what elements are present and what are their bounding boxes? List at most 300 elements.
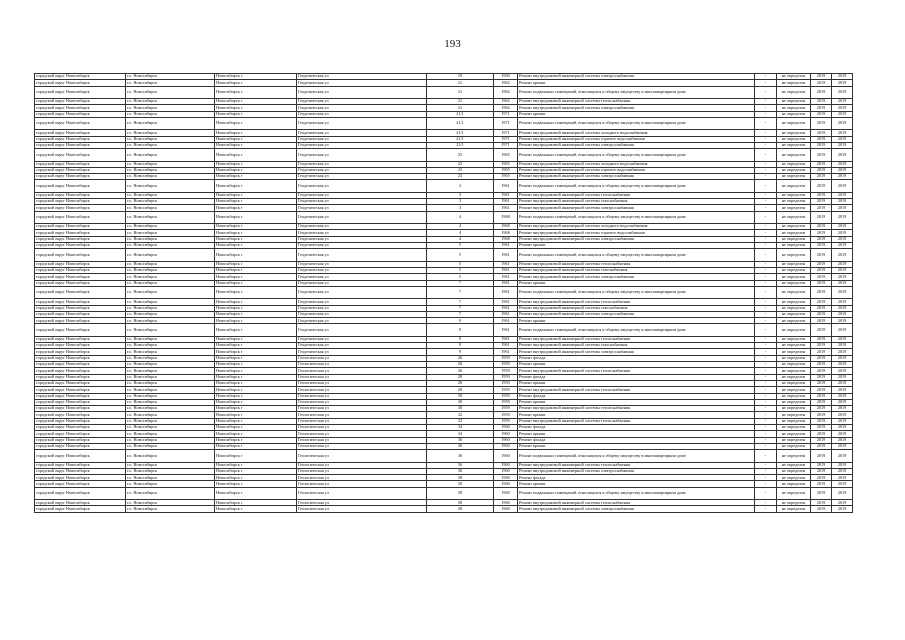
build-year-cell: 1961	[494, 305, 518, 311]
street-cell: Геологическая ул	[297, 362, 427, 368]
area-cell: -	[755, 362, 777, 368]
build-year-cell: 1961	[494, 349, 518, 355]
district-cell: городской округ Новосибирск	[35, 274, 126, 280]
plan-year-start-cell: 2019	[811, 500, 832, 506]
area-cell: -	[755, 161, 777, 167]
municipality-cell: г.о. Новосибирск	[126, 387, 215, 393]
district-cell: городской округ Новосибирск	[35, 336, 126, 342]
area-cell: -	[755, 199, 777, 205]
district-cell: городской округ Новосибирск	[35, 74, 126, 80]
area-cell: -	[755, 399, 777, 405]
work-type-cell: Ремонт фасада	[518, 393, 755, 399]
settlement-cell: Новосибирск г	[215, 224, 297, 230]
cost-cell: не определен	[777, 211, 811, 223]
cost-cell: не определен	[777, 355, 811, 361]
area-cell: -	[755, 311, 777, 317]
street-cell: Геодезическая ул	[297, 161, 427, 167]
build-year-cell: 1962	[494, 86, 518, 98]
plan-year-start-cell: 2019	[811, 374, 832, 380]
district-cell: городской округ Новосибирск	[35, 117, 126, 129]
work-type-cell: Ремонт внутридомовой инженерной системы теплоснабжения	[518, 261, 755, 267]
area-cell: -	[755, 374, 777, 380]
plan-year-start-cell: 2019	[811, 174, 832, 180]
cost-cell: не определен	[777, 500, 811, 506]
settlement-cell: Новосибирск г	[215, 299, 297, 305]
build-year-cell: 1960	[494, 468, 518, 474]
district-cell: городской округ Новосибирск	[35, 481, 126, 487]
street-cell: Геодезическая ул	[297, 86, 427, 98]
cost-cell: не определен	[777, 98, 811, 104]
build-year-cell: 1959	[494, 393, 518, 399]
settlement-cell: Новосибирск г	[215, 380, 297, 386]
street-cell: Геологическая ул	[297, 437, 427, 443]
work-type-cell: Ремонт внутридомовой инженерной системы электроснабжения	[518, 174, 755, 180]
house-number-cell: 7	[427, 280, 494, 286]
area-cell: -	[755, 425, 777, 431]
district-cell: городской округ Новосибирск	[35, 192, 126, 198]
street-cell: Геологическая ул	[297, 406, 427, 412]
plan-year-start-cell: 2019	[811, 117, 832, 129]
build-year-cell: 1960	[494, 431, 518, 437]
area-cell: -	[755, 205, 777, 211]
plan-year-start-cell: 2019	[811, 412, 832, 418]
table-row	[35, 286, 853, 298]
work-type-cell: Ремонт внутридомовой инженерной системы электроснабжения	[518, 105, 755, 111]
municipality-cell: г.о. Новосибирск	[126, 324, 215, 336]
plan-year-end-cell: 2019	[832, 230, 853, 236]
plan-year-start-cell: 2019	[811, 475, 832, 481]
district-cell: городской округ Новосибирск	[35, 393, 126, 399]
house-number-cell: 36	[427, 450, 494, 462]
work-type-cell: Ремонт подвальных помещений, относящихся к общему имуществу в многоквартирном доме	[518, 117, 755, 129]
table-row	[35, 506, 853, 512]
house-number-cell: 3	[427, 192, 494, 198]
street-cell: Геологическая ул	[297, 506, 427, 512]
area-cell: -	[755, 117, 777, 129]
house-number-cell: 30	[427, 406, 494, 412]
settlement-cell: Новосибирск г	[215, 443, 297, 449]
plan-year-end-cell: 2019	[832, 475, 853, 481]
plan-year-start-cell: 2019	[811, 243, 832, 249]
plan-year-end-cell: 2019	[832, 406, 853, 412]
district-cell: городской округ Новосибирск	[35, 205, 126, 211]
work-type-cell: Ремонт подвальных помещений, относящихся к общему имуществу в многоквартирном доме	[518, 286, 755, 298]
house-number-cell: 9	[427, 336, 494, 342]
build-year-cell: 1961	[494, 243, 518, 249]
work-type-cell: Ремонт подвальных помещений, относящихся к общему имуществу в многоквартирном доме	[518, 450, 755, 462]
house-number-cell: 4	[427, 230, 494, 236]
street-cell: Геологическая ул	[297, 368, 427, 374]
settlement-cell: Новосибирск г	[215, 105, 297, 111]
area-cell: -	[755, 86, 777, 98]
settlement-cell: Новосибирск г	[215, 136, 297, 142]
district-cell: городской округ Новосибирск	[35, 487, 126, 499]
street-cell: Геодезическая ул	[297, 98, 427, 104]
municipality-cell: г.о. Новосибирск	[126, 261, 215, 267]
build-year-cell: 1971	[494, 130, 518, 136]
plan-year-start-cell: 2019	[811, 481, 832, 487]
municipality-cell: г.о. Новосибирск	[126, 136, 215, 142]
cost-cell: не определен	[777, 431, 811, 437]
plan-year-start-cell: 2019	[811, 349, 832, 355]
district-cell: городской округ Новосибирск	[35, 161, 126, 167]
work-type-cell: Ремонт подвальных помещений, относящихся к общему имуществу в многоквартирном доме	[518, 86, 755, 98]
work-type-cell: Ремонт крыши	[518, 243, 755, 249]
district-cell: городской округ Новосибирск	[35, 305, 126, 311]
house-number-cell: 23	[427, 149, 494, 161]
district-cell: городской округ Новосибирск	[35, 437, 126, 443]
plan-year-end-cell: 2019	[832, 355, 853, 361]
build-year-cell: 1960	[494, 487, 518, 499]
district-cell: городской округ Новосибирск	[35, 98, 126, 104]
street-cell: Геодезическая ул	[297, 274, 427, 280]
street-cell: Геологическая ул	[297, 462, 427, 468]
plan-year-end-cell: 2019	[832, 393, 853, 399]
work-type-cell: Ремонт внутридомовой инженерной системы теплоснабжения	[518, 500, 755, 506]
plan-year-end-cell: 2019	[832, 311, 853, 317]
district-cell: городской округ Новосибирск	[35, 362, 126, 368]
area-cell: -	[755, 418, 777, 424]
street-cell: Геологическая ул	[297, 450, 427, 462]
municipality-cell: г.о. Новосибирск	[126, 305, 215, 311]
area-cell: -	[755, 267, 777, 273]
district-cell: городской округ Новосибирск	[35, 230, 126, 236]
house-number-cell: 21/1	[427, 130, 494, 136]
plan-year-end-cell: 2019	[832, 450, 853, 462]
house-number-cell: 7	[427, 299, 494, 305]
build-year-cell: 1961	[494, 299, 518, 305]
house-number-cell: 21/1	[427, 111, 494, 117]
build-year-cell: 1959	[494, 399, 518, 405]
district-cell: городской округ Новосибирск	[35, 368, 126, 374]
municipality-cell: г.о. Новосибирск	[126, 286, 215, 298]
municipality-cell: г.о. Новосибирск	[126, 167, 215, 173]
plan-year-end-cell: 2019	[832, 136, 853, 142]
house-number-cell: 21	[427, 98, 494, 104]
district-cell: городской округ Новосибирск	[35, 443, 126, 449]
plan-year-end-cell: 2019	[832, 506, 853, 512]
house-number-cell: 7	[427, 311, 494, 317]
district-cell: городской округ Новосибирск	[35, 130, 126, 136]
area-cell: -	[755, 506, 777, 512]
plan-year-end-cell: 2019	[832, 243, 853, 249]
work-type-cell: Ремонт внутридомовой инженерной системы газоснабжения	[518, 305, 755, 311]
cost-cell: не определен	[777, 475, 811, 481]
plan-year-start-cell: 2019	[811, 393, 832, 399]
area-cell: -	[755, 431, 777, 437]
street-cell: Геологическая ул	[297, 475, 427, 481]
plan-year-start-cell: 2019	[811, 180, 832, 192]
house-number-cell: 32	[427, 418, 494, 424]
municipality-cell: г.о. Новосибирск	[126, 80, 215, 86]
house-number-cell: 23	[427, 167, 494, 173]
area-cell: -	[755, 74, 777, 80]
municipality-cell: г.о. Новосибирск	[126, 230, 215, 236]
street-cell: Геодезическая ул	[297, 349, 427, 355]
house-number-cell: 30	[427, 399, 494, 405]
plan-year-end-cell: 2019	[832, 318, 853, 324]
build-year-cell: 1961	[494, 311, 518, 317]
cost-cell: не определен	[777, 199, 811, 205]
build-year-cell: 1971	[494, 136, 518, 142]
plan-year-end-cell: 2019	[832, 362, 853, 368]
work-type-cell: Ремонт крыши	[518, 318, 755, 324]
municipality-cell: г.о. Новосибирск	[126, 199, 215, 205]
cost-cell: не определен	[777, 80, 811, 86]
district-cell: городской округ Новосибирск	[35, 374, 126, 380]
settlement-cell: Новосибирск г	[215, 274, 297, 280]
plan-year-start-cell: 2019	[811, 299, 832, 305]
build-year-cell: 1959	[494, 374, 518, 380]
cost-cell: не определен	[777, 142, 811, 148]
cost-cell: не определен	[777, 192, 811, 198]
plan-year-start-cell: 2019	[811, 280, 832, 286]
settlement-cell: Новосибирск г	[215, 280, 297, 286]
cost-cell: не определен	[777, 299, 811, 305]
municipality-cell: г.о. Новосибирск	[126, 406, 215, 412]
cost-cell: не определен	[777, 111, 811, 117]
municipality-cell: г.о. Новосибирск	[126, 362, 215, 368]
street-cell: Геологическая ул	[297, 481, 427, 487]
cost-cell: не определен	[777, 205, 811, 211]
cost-cell: не определен	[777, 318, 811, 324]
settlement-cell: Новосибирск г	[215, 362, 297, 368]
plan-year-start-cell: 2019	[811, 274, 832, 280]
house-number-cell: 7	[427, 305, 494, 311]
cost-cell: не определен	[777, 406, 811, 412]
house-number-cell: 5	[427, 274, 494, 280]
table-row	[35, 117, 853, 129]
work-type-cell: Ремонт крыши	[518, 80, 755, 86]
build-year-cell: 1965	[494, 149, 518, 161]
district-cell: городской округ Новосибирск	[35, 355, 126, 361]
work-type-cell: Ремонт внутридомовой инженерной системы холодного водоснабжения	[518, 130, 755, 136]
build-year-cell: 1960	[494, 425, 518, 431]
municipality-cell: г.о. Новосибирск	[126, 98, 215, 104]
work-type-cell: Ремонт крыши	[518, 280, 755, 286]
municipality-cell: г.о. Новосибирск	[126, 393, 215, 399]
municipality-cell: г.о. Новосибирск	[126, 274, 215, 280]
house-number-cell: 23	[427, 174, 494, 180]
settlement-cell: Новосибирск г	[215, 355, 297, 361]
cost-cell: не определен	[777, 267, 811, 273]
settlement-cell: Новосибирск г	[215, 80, 297, 86]
build-year-cell: 1960	[494, 74, 518, 80]
house-number-cell: 9	[427, 324, 494, 336]
settlement-cell: Новосибирск г	[215, 261, 297, 267]
municipality-cell: г.о. Новосибирск	[126, 211, 215, 223]
settlement-cell: Новосибирск г	[215, 418, 297, 424]
work-type-cell: Ремонт подвальных помещений, относящихся к общему имуществу в многоквартирном доме	[518, 487, 755, 499]
house-number-cell: 38	[427, 487, 494, 499]
area-cell: -	[755, 280, 777, 286]
build-year-cell: 1968	[494, 224, 518, 230]
settlement-cell: Новосибирск г	[215, 425, 297, 431]
street-cell: Геодезическая ул	[297, 211, 427, 223]
district-cell: городской округ Новосибирск	[35, 142, 126, 148]
district-cell: городской округ Новосибирск	[35, 111, 126, 117]
work-type-cell: Ремонт фасада	[518, 425, 755, 431]
municipality-cell: г.о. Новосибирск	[126, 374, 215, 380]
plan-year-start-cell: 2019	[811, 105, 832, 111]
cost-cell: не определен	[777, 368, 811, 374]
house-number-cell: 23	[427, 161, 494, 167]
house-number-cell: 28	[427, 380, 494, 386]
build-year-cell: 1965	[494, 161, 518, 167]
table-row	[35, 450, 853, 462]
plan-year-end-cell: 2019	[832, 267, 853, 273]
cost-cell: не определен	[777, 349, 811, 355]
settlement-cell: Новосибирск г	[215, 192, 297, 198]
plan-year-end-cell: 2019	[832, 412, 853, 418]
municipality-cell: г.о. Новосибирск	[126, 380, 215, 386]
municipality-cell: г.о. Новосибирск	[126, 318, 215, 324]
table-row	[35, 86, 853, 98]
plan-year-end-cell: 2019	[832, 368, 853, 374]
settlement-cell: Новосибирск г	[215, 349, 297, 355]
area-cell: -	[755, 481, 777, 487]
settlement-cell: Новосибирск г	[215, 481, 297, 487]
cost-cell: не определен	[777, 105, 811, 111]
plan-year-start-cell: 2019	[811, 230, 832, 236]
municipality-cell: г.о. Новосибирск	[126, 450, 215, 462]
plan-year-end-cell: 2019	[832, 343, 853, 349]
settlement-cell: Новосибирск г	[215, 412, 297, 418]
plan-year-start-cell: 2019	[811, 362, 832, 368]
area-cell: -	[755, 149, 777, 161]
work-type-cell: Ремонт внутридомовой инженерной системы горячего водоснабжения	[518, 167, 755, 173]
cost-cell: не определен	[777, 393, 811, 399]
area-cell: -	[755, 355, 777, 361]
house-number-cell: 21/1	[427, 136, 494, 142]
plan-year-end-cell: 2019	[832, 387, 853, 393]
settlement-cell: Новосибирск г	[215, 336, 297, 342]
work-type-cell: Ремонт внутридомовой инженерной системы электроснабжения	[518, 274, 755, 280]
build-year-cell: 1961	[494, 280, 518, 286]
build-year-cell: 1961	[494, 180, 518, 192]
settlement-cell: Новосибирск г	[215, 399, 297, 405]
cost-cell: не определен	[777, 311, 811, 317]
plan-year-start-cell: 2019	[811, 211, 832, 223]
street-cell: Геодезическая ул	[297, 230, 427, 236]
street-cell: Геодезическая ул	[297, 111, 427, 117]
plan-year-start-cell: 2019	[811, 224, 832, 230]
build-year-cell: 1962	[494, 105, 518, 111]
work-type-cell: Ремонт фасада	[518, 355, 755, 361]
cost-cell: не определен	[777, 425, 811, 431]
work-type-cell: Ремонт внутридомовой инженерной системы электроснабжения	[518, 205, 755, 211]
work-type-cell: Ремонт внутридомовой инженерной системы холодного водоснабжения	[518, 161, 755, 167]
page-number: 193	[444, 38, 461, 50]
work-type-cell: Ремонт крыши	[518, 380, 755, 386]
cost-cell: не определен	[777, 362, 811, 368]
work-type-cell: Ремонт крыши	[518, 412, 755, 418]
plan-year-start-cell: 2019	[811, 286, 832, 298]
plan-year-end-cell: 2019	[832, 180, 853, 192]
plan-year-end-cell: 2019	[832, 149, 853, 161]
area-cell: -	[755, 318, 777, 324]
settlement-cell: Новосибирск г	[215, 462, 297, 468]
plan-year-start-cell: 2019	[811, 249, 832, 261]
area-cell: -	[755, 450, 777, 462]
repair-schedule-table	[34, 73, 853, 513]
settlement-cell: Новосибирск г	[215, 431, 297, 437]
area-cell: -	[755, 274, 777, 280]
settlement-cell: Новосибирск г	[215, 98, 297, 104]
settlement-cell: Новосибирск г	[215, 142, 297, 148]
cost-cell: не определен	[777, 224, 811, 230]
cost-cell: не определен	[777, 468, 811, 474]
district-cell: городской округ Новосибирск	[35, 399, 126, 405]
build-year-cell: 1961	[494, 205, 518, 211]
house-number-cell: 5	[427, 243, 494, 249]
street-cell: Геологическая ул	[297, 500, 427, 506]
municipality-cell: г.о. Новосибирск	[126, 174, 215, 180]
area-cell: -	[755, 406, 777, 412]
build-year-cell: 1968	[494, 211, 518, 223]
cost-cell: не определен	[777, 343, 811, 349]
settlement-cell: Новосибирск г	[215, 180, 297, 192]
plan-year-end-cell: 2019	[832, 211, 853, 223]
street-cell: Геодезическая ул	[297, 249, 427, 261]
plan-year-end-cell: 2019	[832, 80, 853, 86]
plan-year-end-cell: 2019	[832, 349, 853, 355]
work-type-cell: Ремонт подвальных помещений, относящихся к общему имуществу в многоквартирном доме	[518, 249, 755, 261]
district-cell: городской округ Новосибирск	[35, 387, 126, 393]
area-cell: -	[755, 211, 777, 223]
street-cell: Геодезическая ул	[297, 324, 427, 336]
work-type-cell: Ремонт внутридомовой инженерной системы теплоснабжения	[518, 406, 755, 412]
area-cell: -	[755, 368, 777, 374]
municipality-cell: г.о. Новосибирск	[126, 74, 215, 80]
street-cell: Геологическая ул	[297, 443, 427, 449]
plan-year-start-cell: 2019	[811, 418, 832, 424]
plan-year-start-cell: 2019	[811, 192, 832, 198]
street-cell: Геологическая ул	[297, 399, 427, 405]
area-cell: -	[755, 475, 777, 481]
municipality-cell: г.о. Новосибирск	[126, 475, 215, 481]
municipality-cell: г.о. Новосибирск	[126, 481, 215, 487]
plan-year-end-cell: 2019	[832, 117, 853, 129]
plan-year-start-cell: 2019	[811, 261, 832, 267]
area-cell: -	[755, 105, 777, 111]
house-number-cell: 26	[427, 362, 494, 368]
cost-cell: не определен	[777, 437, 811, 443]
settlement-cell: Новосибирск г	[215, 230, 297, 236]
area-cell: -	[755, 243, 777, 249]
area-cell: -	[755, 111, 777, 117]
plan-year-start-cell: 2019	[811, 406, 832, 412]
street-cell: Геологическая ул	[297, 431, 427, 437]
district-cell: городской округ Новосибирск	[35, 318, 126, 324]
municipality-cell: г.о. Новосибирск	[126, 349, 215, 355]
plan-year-start-cell: 2019	[811, 336, 832, 342]
area-cell: -	[755, 249, 777, 261]
street-cell: Геодезическая ул	[297, 305, 427, 311]
settlement-cell: Новосибирск г	[215, 167, 297, 173]
build-year-cell: 1960	[494, 462, 518, 468]
house-number-cell: 9	[427, 343, 494, 349]
municipality-cell: г.о. Новосибирск	[126, 111, 215, 117]
district-cell: городской округ Новосибирск	[35, 86, 126, 98]
street-cell: Геодезическая ул	[297, 343, 427, 349]
house-number-cell: 21	[427, 86, 494, 98]
area-cell: -	[755, 98, 777, 104]
area-cell: -	[755, 130, 777, 136]
plan-year-start-cell: 2019	[811, 387, 832, 393]
area-cell: -	[755, 393, 777, 399]
area-cell: -	[755, 412, 777, 418]
